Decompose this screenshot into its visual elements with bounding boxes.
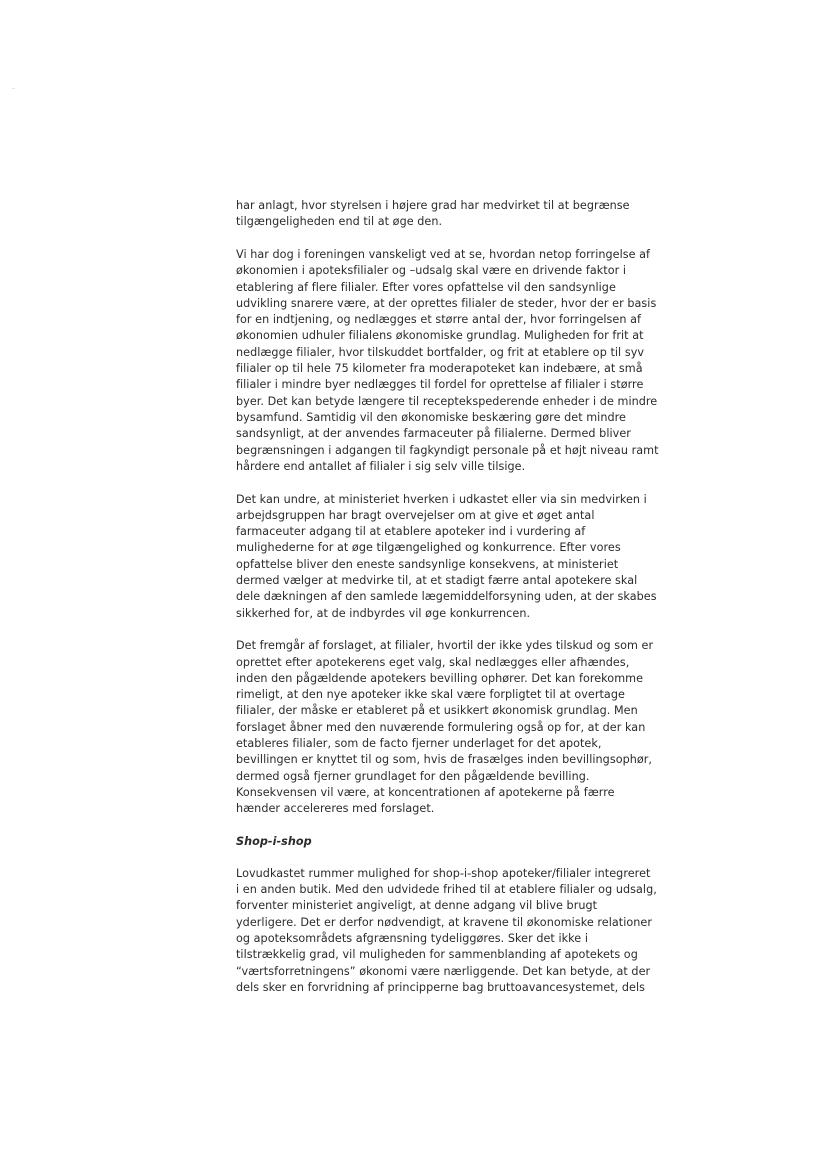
document-body	[236, 198, 688, 1013]
paragraph-3: Det kan undre, at ministeriet hverken i udkastet eller via sin medvirken i arbejdsgruppen har bragt overvejelser om at give et øget antal farmaceuter adgang til at etablere apoteker ind i vurdering af mulighederne for at øge tilgængelighed og konkurrence. Efter vores opfattelse bliver den eneste sandsynlige konsekvens, at ministeriet dermed vælger at medvirke til, at et stadigt færre antal apotekere skal dele dækningen af den samlede lægemiddelforsyning uden, at der skabes sikkerhed for, at de indbyrdes vil øge konkurrencen.	[236, 492, 657, 620]
scan-mark	[12, 88, 15, 89]
paragraph-1: har anlagt, hvor styrelsen i højere grad har medvirket til at begrænse tilgængeligheden end til at øge den.	[236, 199, 630, 229]
section-heading: Shop-i-shop	[236, 834, 312, 848]
section-paragraph-1: Lovudkastet rummer mulighed for shop-i-shop apoteker/filialer integreret i en anden butik. Med den udvidede frihed til at etablere filialer og udsalg, forventer ministeriet angiveligt, at denne adgang vil blive brugt yderligere. Det er derfor nødvendigt, at kravene til økonomiske relationer og apoteksområdets afgrænsning tydeliggøres. Sker det ikke i tilstrækkelig grad, vil muligheden for sammenblanding af apotekets og “værtsforretningens” økonomi være nærliggende. Det kan betyde, at der dels sker en forvridning af principperne bag bruttoavancesystemet, dels	[236, 866, 657, 994]
paragraph-4: Det fremgår af forslaget, at filialer, hvortil der ikke ydes tilskud og som er oprettet efter apotekerens eget valg, skal nedlægges eller afhændes, inden den pågældende apotekers bevilling ophører. Det kan forekomme rimeligt, at den nye apoteker ikke skal være forpligtet til at overtage filialer, der måske er etableret på et usikkert økonomisk grundlag. Men forslaget åbner med den nuværende formulering også op for, at der kan etableres filialer, som de facto fjerner underlaget for det apotek, bevillingen er knyttet til og som, hvis de frasælges inden bevillingsophør, dermed også fjerner grundlaget for den pågældende bevilling. Konsekvensen vil være, at koncentrationen af apotekerne på færre hænder accelereres med forslaget.	[236, 639, 654, 816]
paragraph-2: Vi har dog i foreningen vanskeligt ved at se, hvordan netop forringelse af økonomien i apoteksfilialer og –udsalg skal være en drivende faktor i etablering af flere filialer. Efter vores opfattelse vil den sandsynlige udvikling snarere være, at der oprettes filialer de steder, hvor der er basis for en indtjening, og nedlægges et større antal der, hvor forringelsen af økonomien udhuler filialens økonomiske grundlag. Muligheden for frit at nedlægge filialer, hvor tilskuddet bortfalder, og frit at etablere op til syv filialer op til hele 75 kilometer fra moderapoteket kan indebære, at små filialer i mindre byer nedlægges til fordel for oprettelse af filialer i større byer. Det kan betyde længere til receptekspederende enheder i de mindre bysamfund. Samtidig vil den økonomiske beskæring gøre det mindre sandsynligt, at der anvendes farmaceuter på filialerne. Dermed bliver begrænsningen i adgangen til fagkyndigt personale på et højt niveau ramt hårdere end antallet af filialer i sig selv ville tilsige.	[236, 247, 659, 473]
